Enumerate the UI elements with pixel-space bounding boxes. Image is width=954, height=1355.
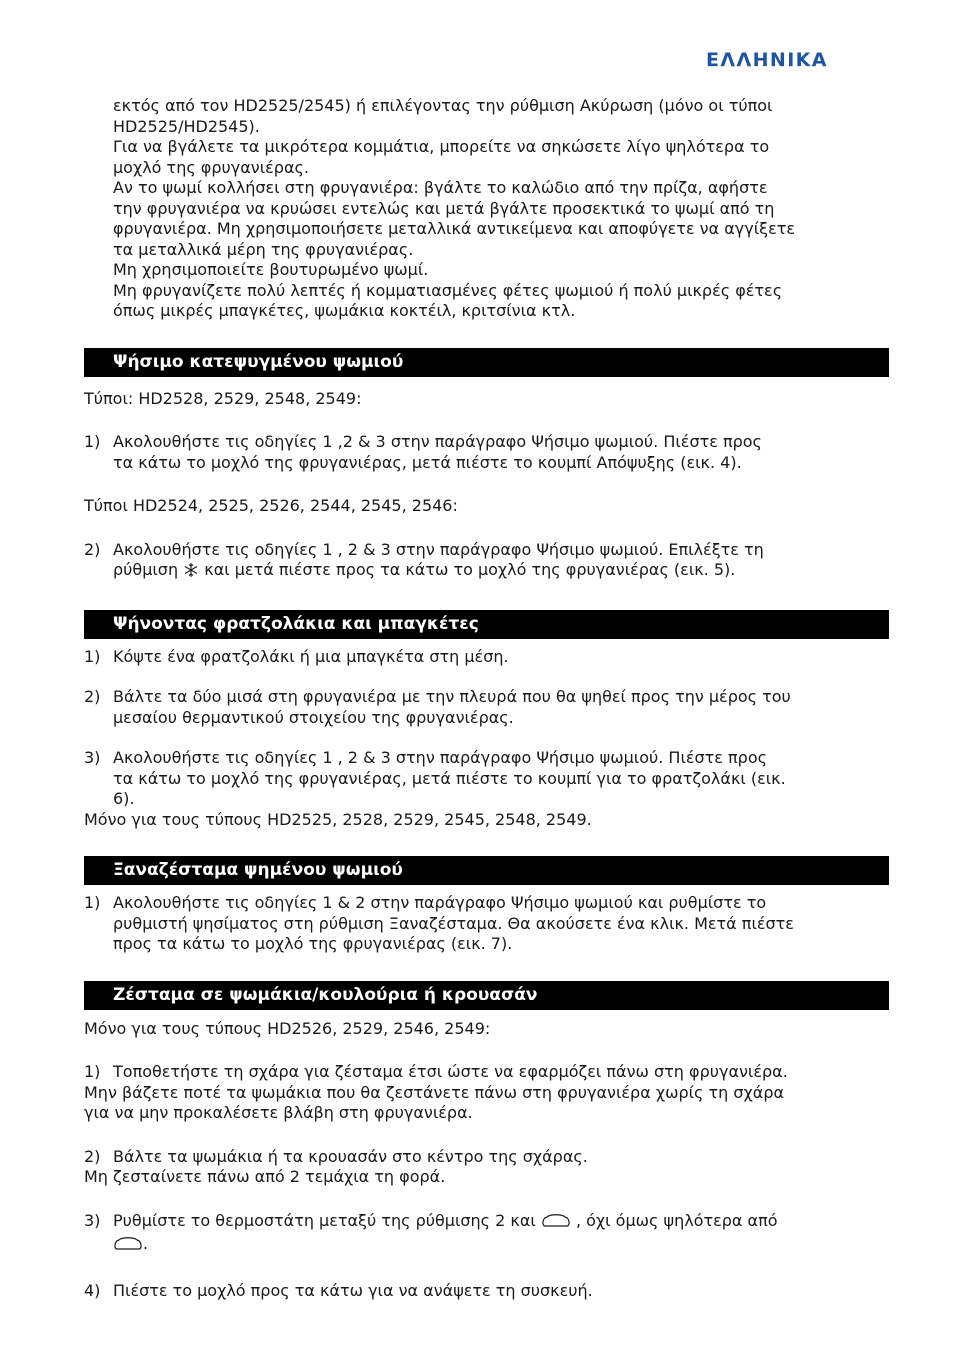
step-line: Ακολουθήστε τις οδηγίες 1 , 2 & 3 στην παράγραφο Ψήσιμο ψωμιού. Πιέστε προς [113,748,767,767]
section-heading-rolls-baguettes: Ψήνοντας φρατζολάκια και μπαγκέτες [84,610,889,639]
step-number: 1) [84,432,101,451]
step-line: 6). [113,789,135,808]
intro-line: τα μεταλλικά μέρη της φρυγανιέρας. [113,239,414,259]
section-text: Τύποι: HD2528, 2529, 2548, 2549: [84,388,362,408]
step-text: , όχι όμως ψηλότερα από [575,1210,778,1230]
step-line [113,560,889,584]
step-item [84,1062,889,1124]
step-number: 3) [84,748,101,767]
language-label: ΕΛΛΗΝΙΚΑ [706,49,828,71]
step-item [84,893,889,955]
step-number: 2) [84,1146,101,1166]
step-line: μεσαίου θερμαντικού στοιχείου της φρυγανιέρας. [113,707,514,727]
bun-warming-icon [541,1213,571,1235]
snowflake-icon [183,562,199,584]
section-text: Τύποι HD2524, 2525, 2526, 2544, 2545, 2546: [84,496,458,515]
intro-line: όπως μικρές μπαγκέτες, ψωμάκια κοκτέιλ, κριτσίνια κτλ. [113,301,576,320]
step-line: Ακολουθήστε τις οδηγίες 1 ,2 & 3 στην παράγραφο Ψήσιμο ψωμιού. Πιέστε προς [113,432,762,451]
intro-line: την φρυγανιέρα να κρυώσει εντελώς και μετά βγάλτε προσεκτικά το ψωμί από τη [113,198,775,218]
step-line: προς τα κάτω το μοχλό της φρυγανιέρας (εικ. 7). [113,934,513,953]
step-line [113,1211,889,1235]
intro-line: HD2525/HD2545). [113,116,260,136]
step-number: 1) [84,893,101,912]
section-text: Μόνο για τους τύπους HD2525, 2528, 2529, 2545, 2548, 2549. [84,809,592,829]
step-line [113,1234,889,1258]
intro-line: Μη φρυγανίζετε πολύ λεπτές ή κομματιασμένες φέτες ψωμιού ή πολύ μικρές φέτες [113,280,783,300]
step-line: Πιέστε το μοχλό προς τα κάτω για να ανάψετε τη συσκευή. [113,1280,593,1300]
step-number: 1) [84,646,101,666]
step-line: Μην βάζετε ποτέ τα ψωμάκια που θα ζεστάνετε πάνω στη φρυγανιέρα χωρίς τη σχάρα [84,1082,785,1102]
intro-line: φρυγανιέρα. Μη χρησιμοποιήσετε μεταλλικά αντικείμενα και αποφύγετε να αγγίξετε [113,219,795,238]
step-item [84,432,889,473]
step-item [84,1147,889,1188]
intro-line: Αν το ψωμί κολλήσει στη φρυγανιέρα: βγάλτε το καλώδιο από την πρίζα, αφήστε [113,178,768,197]
section-text: Μόνο για τους τύπους HD2526, 2529, 2546, 2549: [84,1018,491,1038]
step-item [84,647,889,668]
step-number: 2) [84,687,101,706]
intro-line: εκτός από τον HD2525/2545) ή επιλέγοντας την ρύθμιση Ακύρωση (μόνο οι τύποι [113,96,773,115]
intro-line: Μη χρησιμοποιείτε βουτυρωμένο ψωμί. [113,260,429,279]
step-item [84,540,889,584]
step-line: ρυθμιστή ψησίματος στη ρύθμιση Ξαναζέσταμα. Θα ακούσετε ένα κλικ. Μετά πιέστε [113,913,794,933]
step-line: Ακολουθήστε τις οδηγίες 1 & 2 στην παράγραφο Ψήσιμο ψωμιού και ρυθμίστε το [113,893,767,912]
intro-text [113,96,893,322]
step-item-continuation [84,1234,889,1258]
step-text: ρύθμιση [113,560,179,579]
page-content [0,96,954,1301]
step-number: 2) [84,539,101,559]
step-number: 1) [84,1062,101,1081]
step-line: τα κάτω το μοχλό της φρυγανιέρας, μετά πιέστε το κουμπί για το φρατζολάκι (εικ. [113,768,786,788]
step-line: Βάλτε τα ψωμάκια ή τα κρουασάν στο κέντρο της σχάρας. [113,1146,588,1166]
intro-line: Για να βγάλετε τα μικρότερα κομμάτια, μπορείτε να σηκώσετε λίγο ψηλότερα το [113,137,770,156]
step-item [84,1211,889,1235]
step-number: 3) [84,1210,101,1230]
step-line: για να μην προκαλέσετε βλάβη στη φρυγανιέρα. [84,1103,473,1122]
section-heading-frozen-bread: Ψήσιμο κατεψυγμένου ψωμιού [84,348,889,377]
bun-warming-icon [113,1236,143,1258]
step-line: Μη ζεσταίνετε πάνω από 2 τεμάχια τη φορά. [84,1167,446,1186]
intro-line: μοχλό της φρυγανιέρας. [113,157,309,177]
step-line: Τοποθετήστε τη σχάρα για ζέσταμα έτσι ώστε να εφαρμόζει πάνω στη φρυγανιέρα. [113,1062,788,1081]
step-text: και μετά πιέστε προς τα κάτω το μοχλό της φρυγανιέρας (εικ. 5). [204,560,736,579]
step-line: Ακολουθήστε τις οδηγίες 1 , 2 & 3 στην παράγραφο Ψήσιμο ψωμιού. Επιλέξτε τη [113,539,764,559]
step-item [84,1281,889,1302]
step-line: τα κάτω το μοχλό της φρυγανιέρας, μετά πιέστε το κουμπί Απόψυξης (εικ. 4). [113,452,742,472]
step-text: Ρυθμίστε το θερμοστάτη μεταξύ της ρύθμισης 2 και [113,1210,536,1230]
step-number: 4) [84,1280,101,1300]
section-heading-reheating: Ξαναζέσταμα ψημένου ψωμιού [84,856,889,885]
step-line: Βάλτε τα δύο μισά στη φρυγανιέρα με την πλευρά που θα ψηθεί προς την μέρος του [113,687,791,706]
section-heading-warming-rolls: Ζέσταμα σε ψωμάκια/κουλούρια ή κρουασάν [84,981,889,1010]
step-line: Κόψτε ένα φρατζολάκι ή μια μπαγκέτα στη μέση. [113,646,509,666]
step-item [84,687,889,728]
step-item [84,748,889,810]
step-text: . [143,1234,149,1253]
